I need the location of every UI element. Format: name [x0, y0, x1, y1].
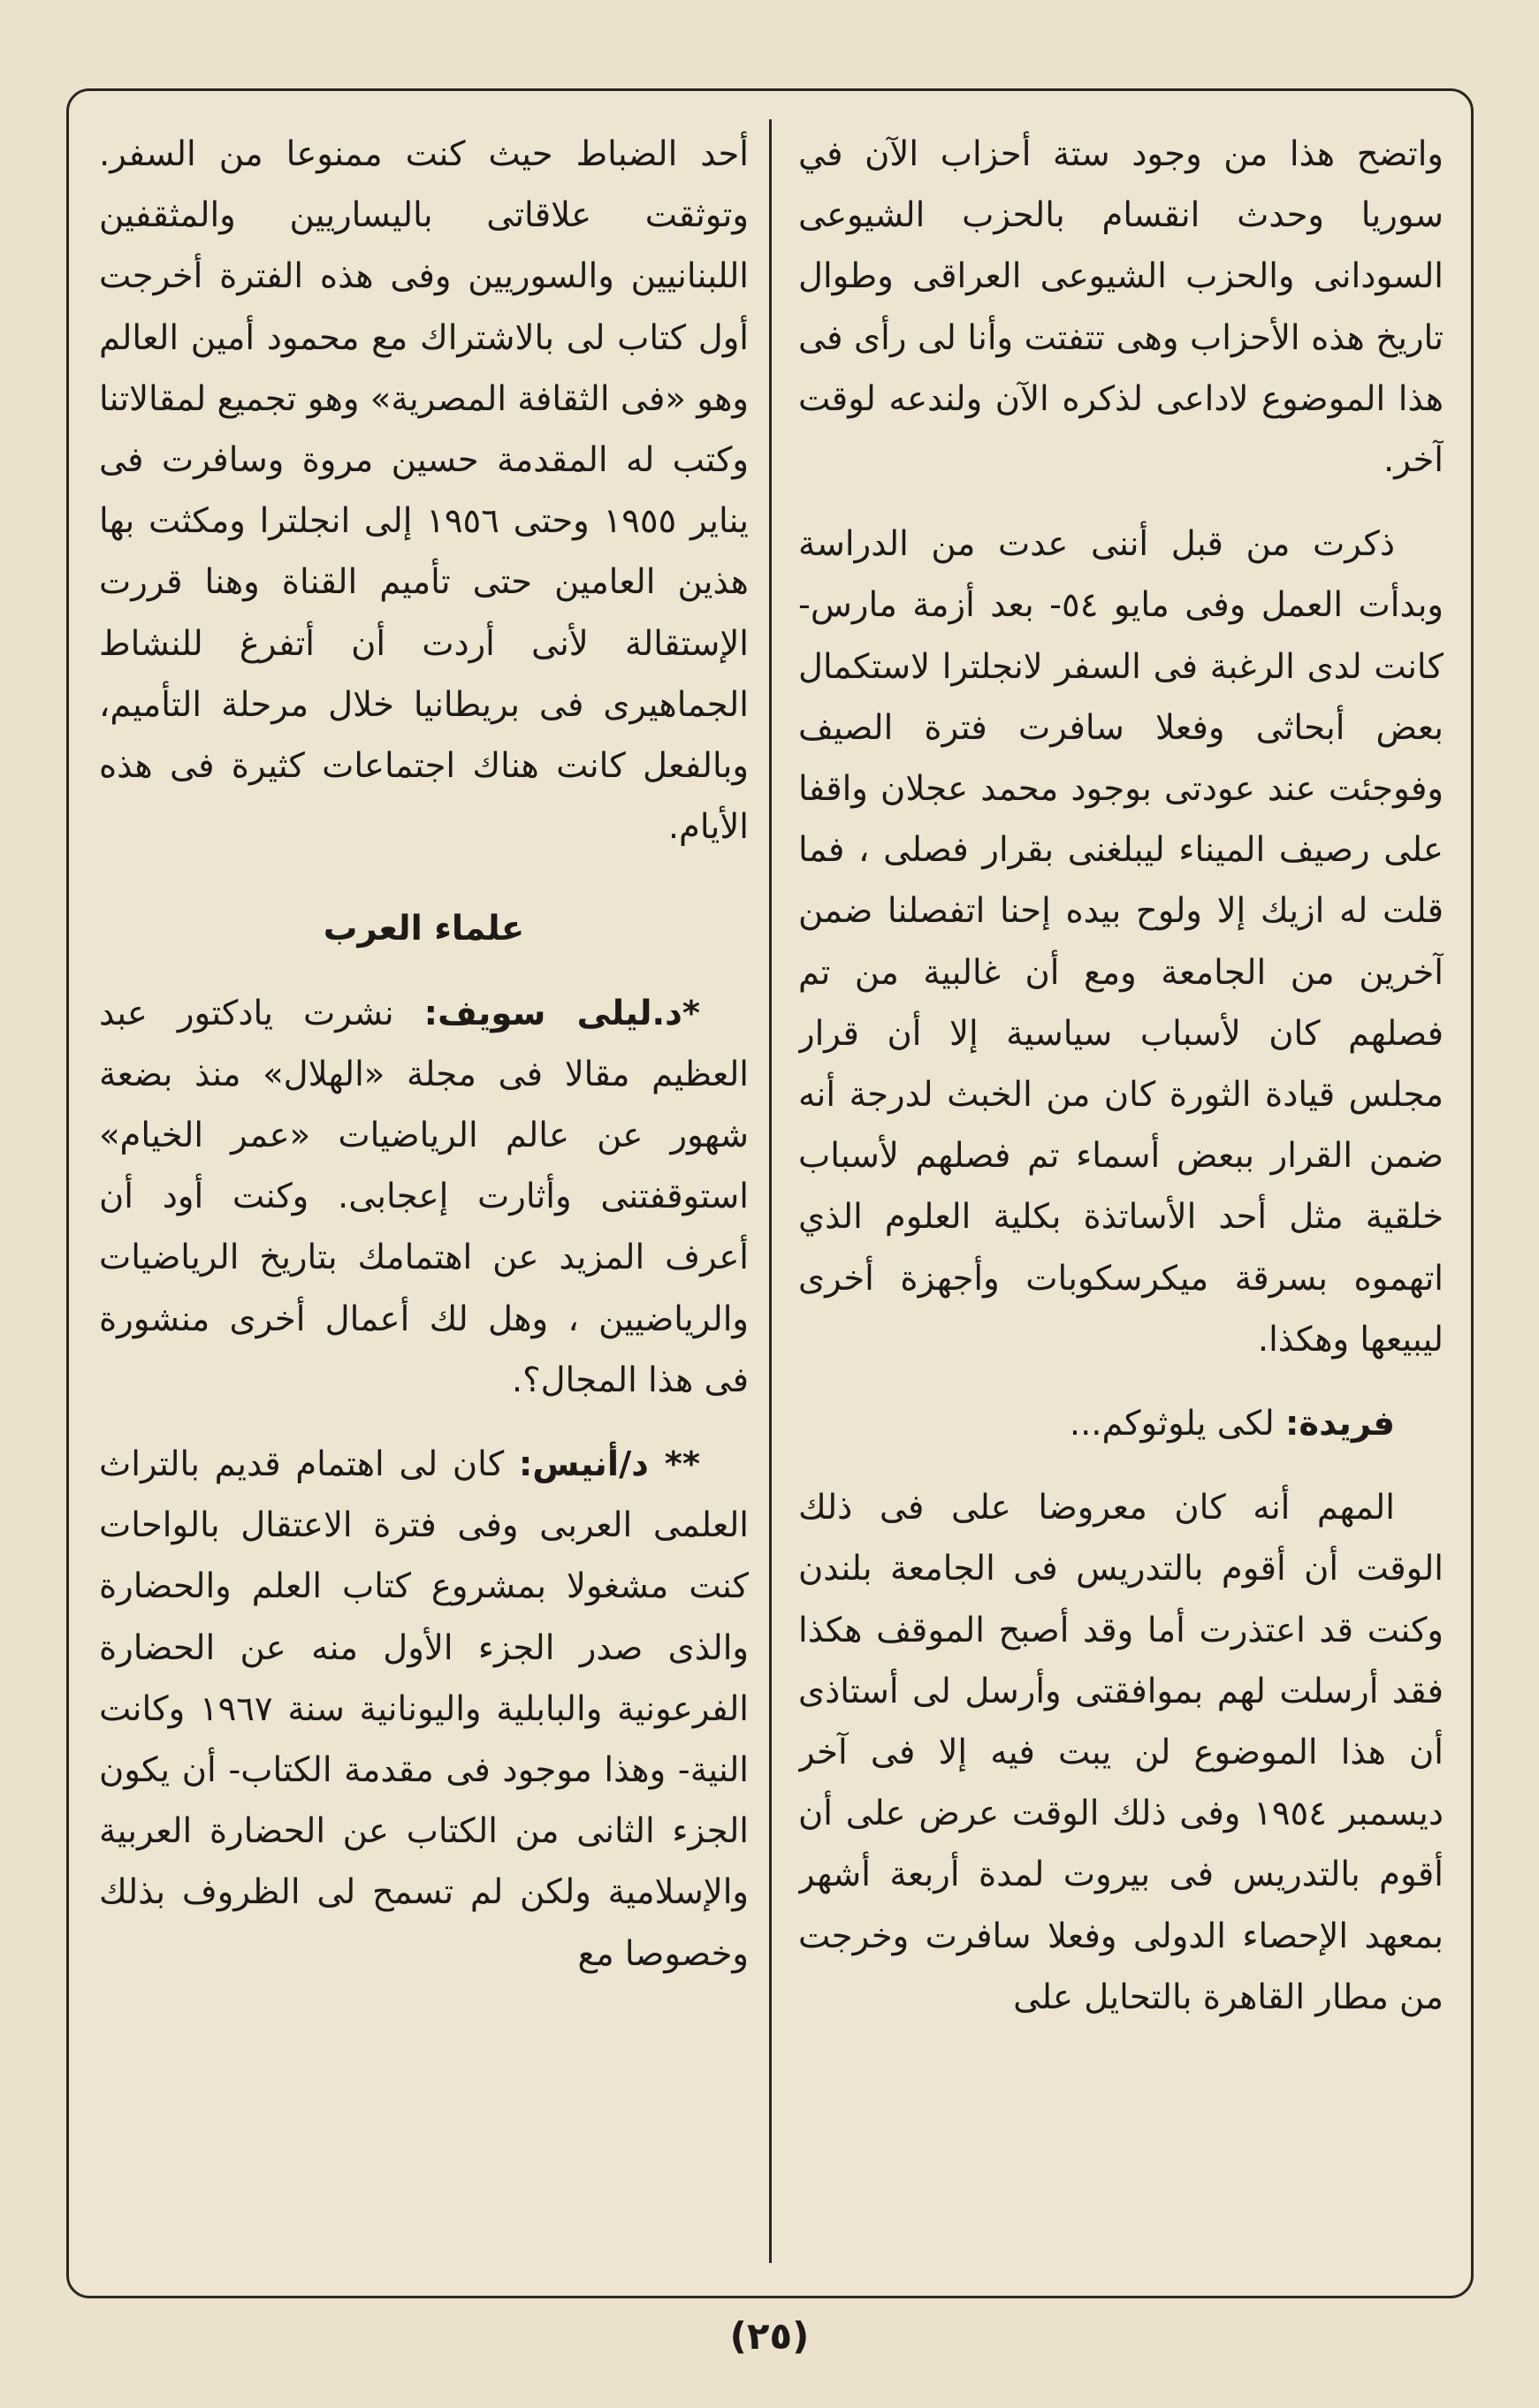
- paragraph: واتضح هذا من وجود ستة أحزاب الآن في سوريا وحدث انقسام بالحزب الشيوعى السودانى والحزب الشيوعى العراقى وطوال تاريخ هذه الأحزاب وهى تتفتت وأنا لى رأى فى هذا الموضوع لاداعى لذكره الآن ولندعه لوقت آخر.: [798, 134, 1444, 481]
- column-divider: [769, 119, 772, 2263]
- question-text: نشرت يادكتور عبد العظيم مقالا فى مجلة «الهلال» منذ بضعة شهور عن عالم الرياضيات «عمر الخيام» استوقفتنى وأثارت إعجابى. وكنت أود أن أعرف المزيد عن اهتمامك بتاريخ الرياضيات والرياضيين ، وهل لك أعمال أخرى منشورة فى هذا المجال؟.: [99, 993, 749, 1400]
- section-heading: علماء العرب: [323, 909, 525, 949]
- speaker-name: *د.ليلى سويف:: [423, 993, 700, 1033]
- right-column: [798, 124, 1444, 2263]
- page-number: (٢٥): [729, 2314, 810, 2358]
- interview-answer: [99, 1434, 749, 1985]
- paragraph: ذكرت من قبل أننى عدت من الدراسة وبدأت العمل وفى مايو ٥٤- بعد أزمة مارس- كانت لدى الرغبة فى السفر لانجلترا لاستكمال بعض أبحاثى وفعلا سافرت فترة الصيف وفوجئت عند عودتى بوجود محمد عجلان واقفا على رصيف الميناء ليبلغنى بقرار فصلى ، فما قلت له ازيك إلا ولوح بيده إحنا اتفصلنا ضمن آخرين من الجامعة ومع أن غالبية من تم فصلهم كان لأسباب سياسية إلا أن قرار مجلس قيادة الثورة كان من الخبث لدرجة أنه ضمن القرار ببعض أسماء تم فصلهم لأسباب خلقية مثل أحد الأساتذة بكلية العلوم الذي اتهموه بسرقة ميكرسكوبات وأجهزة أخرى ليبيعها وهكذا.: [798, 524, 1444, 1360]
- dialogue-line: [798, 1393, 1444, 1454]
- dialogue-text: لكى يلوثوكم...: [1069, 1404, 1286, 1444]
- answer-text: كان لى اهتمام قديم بالتراث العلمى العربى وفى فترة الاعتقال بالواحات كنت مشغولا بمشروع كتاب العلم والحضارة والذى صدر الجزء الأول منه عن الحضارة الفرعونية والبابلية واليونانية سنة ١٩٦٧ وكانت النية- وهذا موجود فى مقدمة الكتاب- أن يكون الجزء الثانى من الكتاب عن الحضارة العربية والإسلامية ولكن لم تسمح لى الظروف بذلك وخصوصا مع: [99, 1444, 749, 1974]
- paragraph: أحد الضباط حيث كنت ممنوعا من السفر. وتوثقت علاقاتى باليساريين والمثقفين اللبنانيين والسوريين وفى هذه الفترة أخرجت أول كتاب لى بالاشتراك مع محمود أمين العالم وهو «فى الثقافة المصرية» وهو تجميع لمقالاتنا وكتب له المقدمة حسين مروة وسافرت فى يناير ١٩٥٥ وحتى ١٩٥٦ إلى انجلترا ومكثت بها هذين العامين حتى تأميم القناة وهنا قررت الإستقالة لأنى أردت أن أتفرغ للنشاط الجماهيرى فى بريطانيا خلال مرحلة التأميم، وبالفعل كانت هناك اجتماعات كثيرة فى هذه الأيام.: [99, 134, 749, 848]
- left-column: [99, 124, 749, 2263]
- speaker-name: فريدة:: [1285, 1404, 1395, 1444]
- speaker-name: ** د/أنيس:: [518, 1444, 700, 1485]
- paragraph: المهم أنه كان معروضا على فى ذلك الوقت أن أقوم بالتدريس فى الجامعة بلندن وكنت قد اعتذرت أما وقد أصبح الموقف هكذا فقد أرسلت لهم بموافقتى وأرسل لى أستاذى أن هذا الموضوع لن يبت فيه إلا فى آخر ديسمبر ١٩٥٤ وفى ذلك الوقت عرض على أن أقوم بالتدريس فى بيروت لمدة أربعة أشهر بمعهد الإحصاء الدولى وفعلا سافرت وخرجت من مطار القاهرة بالتحايل على: [798, 1488, 1444, 2017]
- interview-question: [99, 983, 749, 1411]
